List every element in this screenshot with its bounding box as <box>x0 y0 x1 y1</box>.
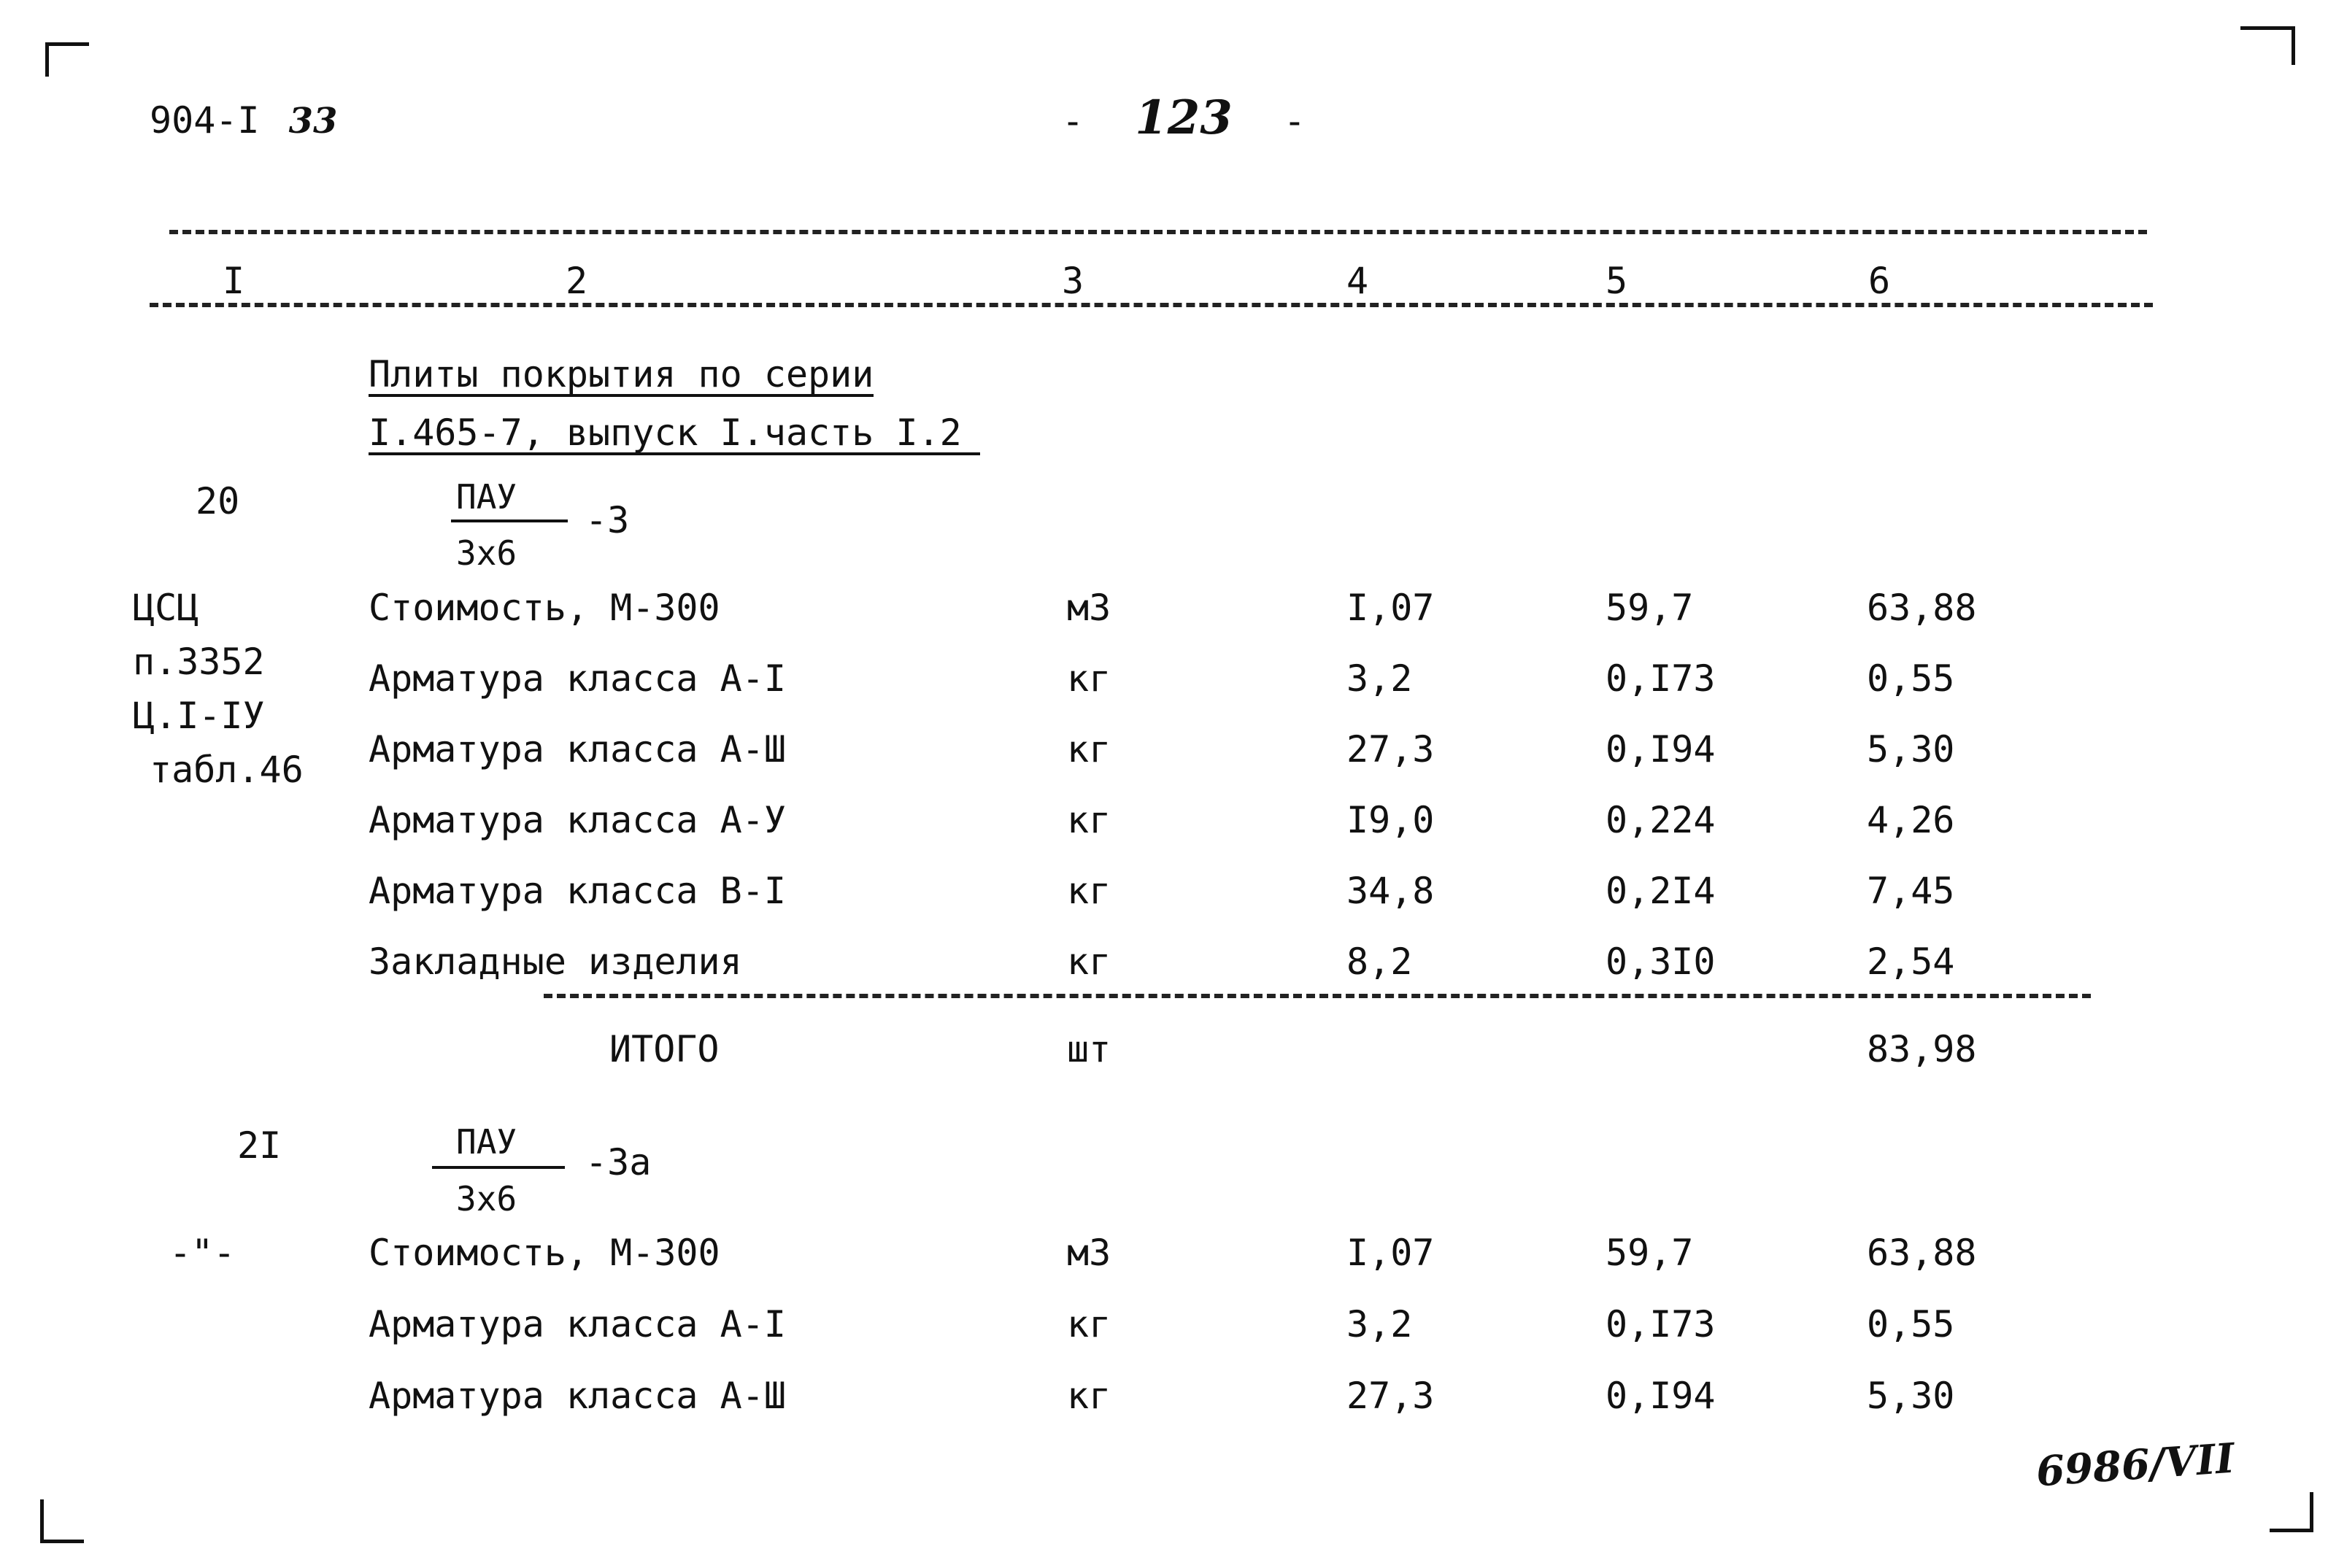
row-total: 2,54 <box>1867 941 1955 983</box>
mark-denominator: 3х6 <box>456 533 517 573</box>
row-total: 0,55 <box>1867 1303 1955 1345</box>
source-line: табл.46 <box>150 749 304 791</box>
source-line: п.3352 <box>133 641 265 683</box>
row-total: 4,26 <box>1867 799 1955 841</box>
column-header-3: 3 <box>1062 260 1084 302</box>
row-price: 0,I73 <box>1606 1303 1716 1345</box>
source-line: ЦСЦ <box>133 587 199 629</box>
page-dash-left: - <box>1062 100 1084 142</box>
row-qty: 8,2 <box>1346 941 1413 983</box>
row-total: 5,30 <box>1867 728 1955 771</box>
doc-code-main: 904-I <box>150 99 260 142</box>
row-unit: кг <box>1067 941 1111 983</box>
row-unit: кг <box>1067 870 1111 912</box>
row-name: Арматура класса А-I <box>369 657 786 700</box>
row-qty: 27,3 <box>1346 1375 1435 1417</box>
corner-mark-bottom-left <box>40 1499 84 1543</box>
corner-mark-bottom-right <box>2270 1492 2313 1532</box>
row-qty: 27,3 <box>1346 728 1435 771</box>
row-price: 0,I94 <box>1606 1375 1716 1417</box>
page-dash-right: - <box>1283 100 1306 142</box>
header-top-rule <box>169 230 2147 234</box>
item-number: 2I <box>237 1124 282 1167</box>
row-unit: м3 <box>1067 1232 1111 1274</box>
total-label: ИТОГО <box>609 1028 720 1070</box>
mark-fraction-line <box>432 1166 565 1169</box>
source-line: Ц.I-IУ <box>133 695 265 737</box>
row-total: 5,30 <box>1867 1375 1955 1417</box>
header-bottom-rule <box>150 303 2153 307</box>
row-price: 59,7 <box>1606 1232 1694 1274</box>
row-name: Арматура класса А-Ш <box>369 1375 786 1417</box>
column-header-6: 6 <box>1868 260 1891 302</box>
column-header-2: 2 <box>566 260 588 302</box>
row-qty: 3,2 <box>1346 657 1413 700</box>
page-number-group <box>1062 90 1306 145</box>
total-unit: шт <box>1067 1028 1111 1070</box>
row-total: 0,55 <box>1867 657 1955 700</box>
row-unit: кг <box>1067 728 1111 771</box>
row-price: 0,I73 <box>1606 657 1716 700</box>
row-total: 7,45 <box>1867 870 1955 912</box>
row-price: 0,I94 <box>1606 728 1716 771</box>
row-total: 63,88 <box>1867 1232 1977 1274</box>
mark-suffix: -3а <box>585 1141 652 1183</box>
row-name: Закладные изделия <box>369 941 742 983</box>
row-name: Арматура класса А-Ш <box>369 728 786 771</box>
row-price: 59,7 <box>1606 587 1694 629</box>
row-unit: кг <box>1067 1303 1111 1345</box>
row-price: 0,224 <box>1606 799 1716 841</box>
doc-code <box>150 99 338 142</box>
row-price: 0,3I0 <box>1606 941 1716 983</box>
row-name: Арматура класса А-У <box>369 799 786 841</box>
section-title-line-1: Плиты покрытия по серии <box>369 353 874 395</box>
subtotal-rule <box>544 994 2091 998</box>
row-qty: I9,0 <box>1346 799 1435 841</box>
doc-code-suffix: 33 <box>288 101 338 142</box>
row-unit: кг <box>1067 657 1111 700</box>
total-value: 83,98 <box>1867 1028 1977 1070</box>
mark-numerator: ПАУ <box>456 477 517 517</box>
section-title-line-2: I.465-7, выпуск I.часть I.2 <box>369 414 980 455</box>
row-name: Арматура класса А-I <box>369 1303 786 1345</box>
archive-stamp: 6986/VII <box>2035 1434 2237 1496</box>
row-qty: I,07 <box>1346 587 1435 629</box>
row-qty: 34,8 <box>1346 870 1435 912</box>
row-unit: кг <box>1067 799 1111 841</box>
page-number: 123 <box>1135 90 1233 145</box>
mark-suffix: -3 <box>585 499 630 541</box>
column-header-4: 4 <box>1346 260 1369 302</box>
column-header-1: I <box>223 260 245 302</box>
item-number: 20 <box>196 480 240 522</box>
row-name: Арматура класса В-I <box>369 870 786 912</box>
row-name: Стоимость, М-300 <box>369 587 720 629</box>
row-unit: м3 <box>1067 587 1111 629</box>
mark-numerator: ПАУ <box>456 1122 517 1162</box>
row-qty: 3,2 <box>1346 1303 1413 1345</box>
corner-mark-top-right <box>2240 26 2295 65</box>
column-header-5: 5 <box>1606 260 1628 302</box>
mark-denominator: 3х6 <box>456 1179 517 1219</box>
mark-fraction-line <box>451 520 568 522</box>
row-name: Стоимость, М-300 <box>369 1232 720 1274</box>
corner-mark-top-left <box>45 42 89 77</box>
source-ditto: -"- <box>169 1232 236 1274</box>
row-price: 0,2I4 <box>1606 870 1716 912</box>
row-qty: I,07 <box>1346 1232 1435 1274</box>
row-total: 63,88 <box>1867 587 1977 629</box>
row-unit: кг <box>1067 1375 1111 1417</box>
